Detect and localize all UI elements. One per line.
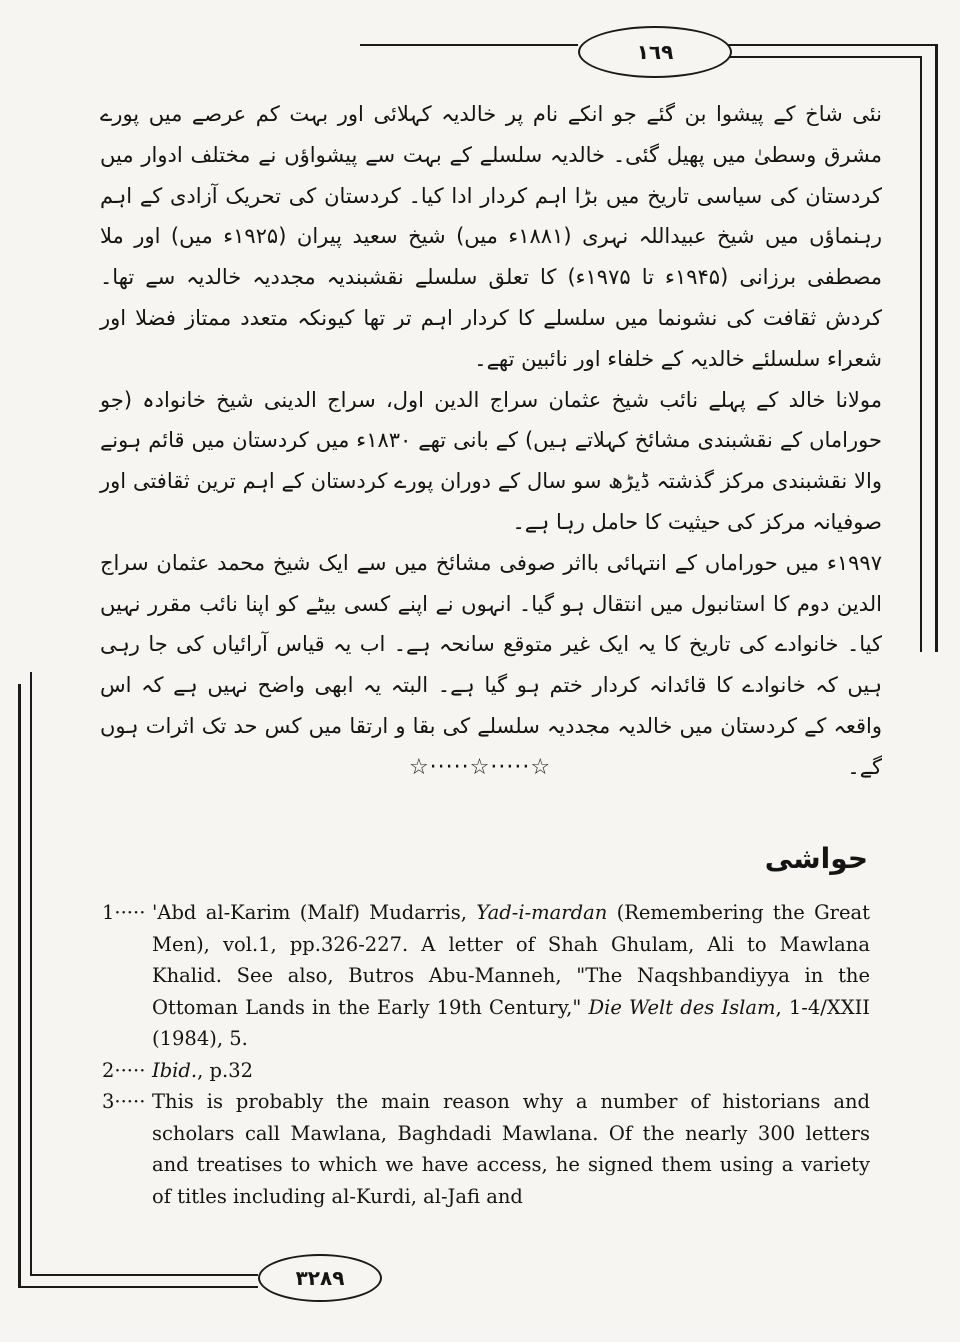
footnote-journal-italic: Die Welt des Islam [588,995,776,1019]
urdu-paragraph: ۱۹۹۷ء میں حوراماں کے انتہائی بااثر صوفی مشائخ میں سے ایک شیخ محمد عثمان سراج الدین دوم کا استانبول میں انتقال ہو گیا۔ انہوں نے اپنے کسی بیٹے کو اپنا نائب مقرر نہیں کیا۔ خانوادے کی تاریخ کا یہ ایک غیر متوقع سانحہ ہے۔ اب یہ قیاس آرائیاں کی جا رہی ہیں کہ خانوادے کا قائدانہ کردار ختم ہو گیا ہے۔ البتہ یہ ابھی واضح نہیں ہے کہ اس واقعہ کے کردستان میں خالدیہ مجددیہ سلسلے کی بقا و ارتقا میں کس حد تک اثرات ہوں گے۔ [100,550,882,779]
urdu-paragraph: مولانا خالد کے پہلے نائب شیخ عثمان سراج الدین اول، سراج الدینی شیخ خانوادہ (جو حوراماں کے نقشبندی مشائخ کہلاتے ہیں) کے بانی تھے ۱۸۳۰ء میں کردستان میں قائم ہونے والا نقشبندی مرکز گذشتہ ڈیڑھ سو سال کے دوران پورے کردستان کے اہم ترین ثقافتی اور صوفیانہ مرکز کی حیثیت کا حامل رہا ہے۔ [100,387,882,534]
footnote-title-italic: Yad-i-mardan [476,901,608,924]
frame-top-line-right-2 [727,56,922,58]
notes-heading: حواشی [764,842,868,875]
page-number-bottom-text: ٣٢٨٩ [295,1266,345,1290]
frame-bottom-line-inner [30,1274,258,1276]
footnote-text: This is probably the main reason why a number of historians and scholars call Mawlana, Baghdadi Mawlana. Of the nearly 300 letters and treatises to which we have access, he signed them using a variety of titles including al-Kurdi, al-Jafi and [152,1090,870,1208]
footnote-ibid-italic: Ibid. [152,1058,198,1082]
footnote-number: 3····· [102,1090,146,1113]
footnotes [102,897,870,1212]
frame-right-border-inner [920,56,922,652]
section-divider-stars: ☆·····☆·····☆ [408,755,552,780]
footnote-number: 2····· [102,1058,146,1082]
frame-left-border-outer [18,684,21,1286]
page-number-bottom [258,1254,382,1302]
frame-right-border-outer [935,44,938,652]
frame-top-line-outer [360,44,578,46]
footnote-1 [102,897,870,1055]
footnote-2 [102,1055,870,1087]
page-number-top-text: ١٦٩ [636,40,674,64]
frame-top-line-right [727,44,937,46]
footnote-text: , p.32 [197,1058,254,1082]
footnote-number: 1····· [102,901,146,924]
frame-bottom-line-outer [18,1286,258,1288]
page-number-top [578,26,732,78]
footnote-3 [102,1086,870,1212]
urdu-body-text [100,94,882,788]
frame-left-border-inner [30,672,32,1274]
footnote-text: 'Abd al-Karim (Malf) Mudarris, [152,901,477,924]
urdu-paragraph: نئی شاخ کے پیشوا بن گئے جو انکے نام پر خالدیہ کہلائی اور بہت کم عرصے میں پورے مشرق وسطیٰ میں پھیل گئی۔ خالدیہ سلسلے کے بہت سے پیشواؤں نے مختلف ادوار میں کردستان کی سیاسی تاریخ میں بڑا اہم کردار ادا کیا۔ کردستان کی تحریک آزادی کے اہم رہنماؤں میں شیخ عبیداللہ نہری (۱۸۸۱ء میں) شیخ سعید پیران (۱۹۲۵ء میں) اور ملا مصطفی برزانی (۱۹۴۵ء تا ۱۹۷۵ء) کا تعلق سلسلے نقشبندیہ مجددیہ خالدیہ سے تھا۔ کردش ثقافت کی نشونما میں سلسلے کا کردار اہم تر تھا کیونکہ متعدد ممتاز فضلا اور شعراء سلسلئے خالدیہ کے خلفاء اور نائبین تھے۔ [100,102,882,371]
footnote-text: (Remembering the Great Men), vol.1, pp.326-227. A letter of Shah Ghulam, Ali to Mawlana Khalid. See also, Butros Abu-Manneh, "The Naqshbandiyya in the Ottoman Lands in the Early 19th Century," [152,901,870,1019]
footnote-text: , 1-4/XXII (1984), 5. [152,995,870,1050]
